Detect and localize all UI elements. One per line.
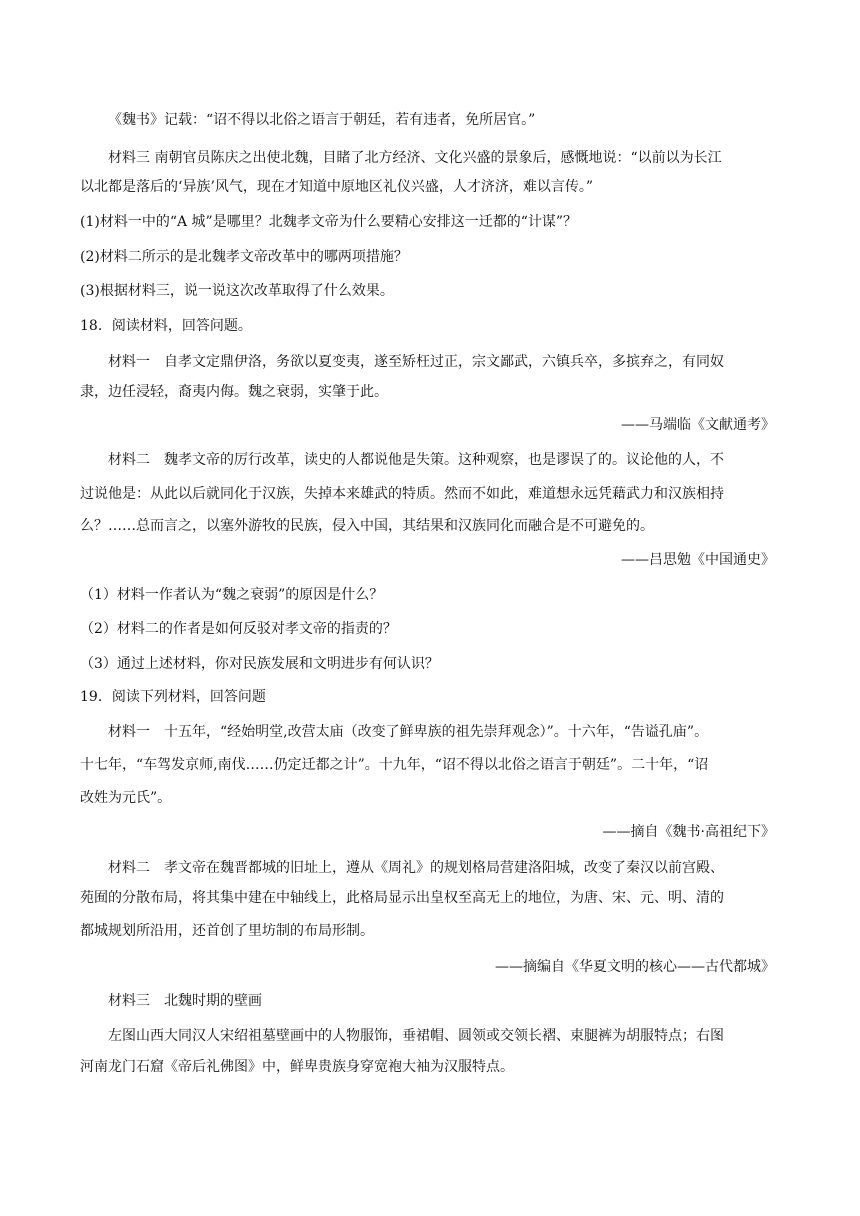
text-line: 河南龙门石窟《帝后礼佛图》中，鲜卑贵族身穿宽袍大袖为汉服特点。 <box>80 1059 514 1075</box>
text-line: 材料二 孝文帝在魏晋都城的旧址上，遵从《周礼》的规划格局营建洛阳城，改变了秦汉以前宫殿、 <box>108 860 724 876</box>
text-line: 十七年，“车驾发京师,南伐……仍定迁都之计”。十九年，“诏不得以北俗之语言于朝廷”。二十年，“诏 <box>80 757 709 773</box>
source-citation: ——吕思勉《中国通史》 <box>621 552 775 568</box>
question-line: （3）通过上述材料，你对民族发展和文明进步有何认识？ <box>80 656 439 672</box>
text-line: 都城规划所沿用，还首创了里坊制的布局形制。 <box>80 923 374 939</box>
text-line: 材料三 北魏时期的壁画 <box>108 993 262 1009</box>
text-line: 《魏书》记载：“诏不得以北俗之语言于朝廷，若有违者，免所居官。” <box>108 112 536 128</box>
text-line: 苑囿的分散布局，将其集中建在中轴线上，此格局显示出皇权至高无上的地位，为唐、宋、元、明、清的 <box>80 890 724 906</box>
text-line: 材料三 南朝官员陈庆之出使北魏，目睹了北方经济、文化兴盛的景象后，感慨地说：“以前以为长江 <box>108 150 722 166</box>
text-line: 材料二 魏孝文帝的厉行改革，读史的人都说他是失策。这种观察，也是谬误了的。议论他的人，不 <box>108 452 724 468</box>
text-line: 材料一 自孝文定鼎伊洛，务欲以夏变夷，遂至矫枉过正，宗文鄙武，六镇兵卒，多摈弃之，有同奴 <box>108 354 724 370</box>
question-line: (2)材料二所示的是北魏孝文帝改革中的哪两项措施？ <box>80 249 408 265</box>
text-line: 改姓为元氏”。 <box>80 790 172 806</box>
text-line: 材料一 十五年，“经始明堂,改营太庙（改变了鲜卑族的祖先崇拜观念）”。十六年，“告谥孔庙”。 <box>108 724 709 740</box>
text-line: 以北都是落后的‘异族’风气，现在才知道中原地区礼仪兴盛，人才济济，难以言传。” <box>80 179 594 195</box>
question-line: (1)材料一中的“A 城”是哪里？北魏孝文帝为什么要精心安排这一迁都的“计谋”？ <box>80 214 578 230</box>
question-heading: 18．阅读材料，回答问题。 <box>80 318 252 334</box>
text-line: 隶，边任浸轻，裔夷内侮。魏之衰弱，实肇于此。 <box>80 384 388 400</box>
question-heading: 19．阅读下列材料，回答问题 <box>80 689 266 705</box>
question-line: (3)根据材料三，说一说这次改革取得了什么效果。 <box>80 283 394 299</box>
text-line: 过说他是：从此以后就同化于汉族，失掉本来雄武的特质。然而不如此，难道想永远凭藉武力和汉族相持 <box>80 486 724 502</box>
source-citation: ——马端临《文献通考》 <box>621 417 775 433</box>
text-line: 么？……总而言之，以塞外游牧的民族，侵入中国，其结果和汉族同化而融合是不可避免的。 <box>80 518 654 534</box>
question-line: （1）材料一作者认为“魏之衰弱”的原因是什么？ <box>80 587 384 603</box>
text-line: 左图山西大同汉人宋绍祖墓壁画中的人物服饰，垂裙帽、圆领或交领长褶、束腿裤为胡服特点；右图 <box>108 1028 724 1044</box>
source-citation: ——摘自《魏书·高祖纪下》 <box>602 824 775 840</box>
source-citation: ——摘编自《华夏文明的核心——古代都城》 <box>495 959 775 975</box>
question-line: （2）材料二的作者是如何反驳对孝文帝的指责的？ <box>80 621 397 637</box>
